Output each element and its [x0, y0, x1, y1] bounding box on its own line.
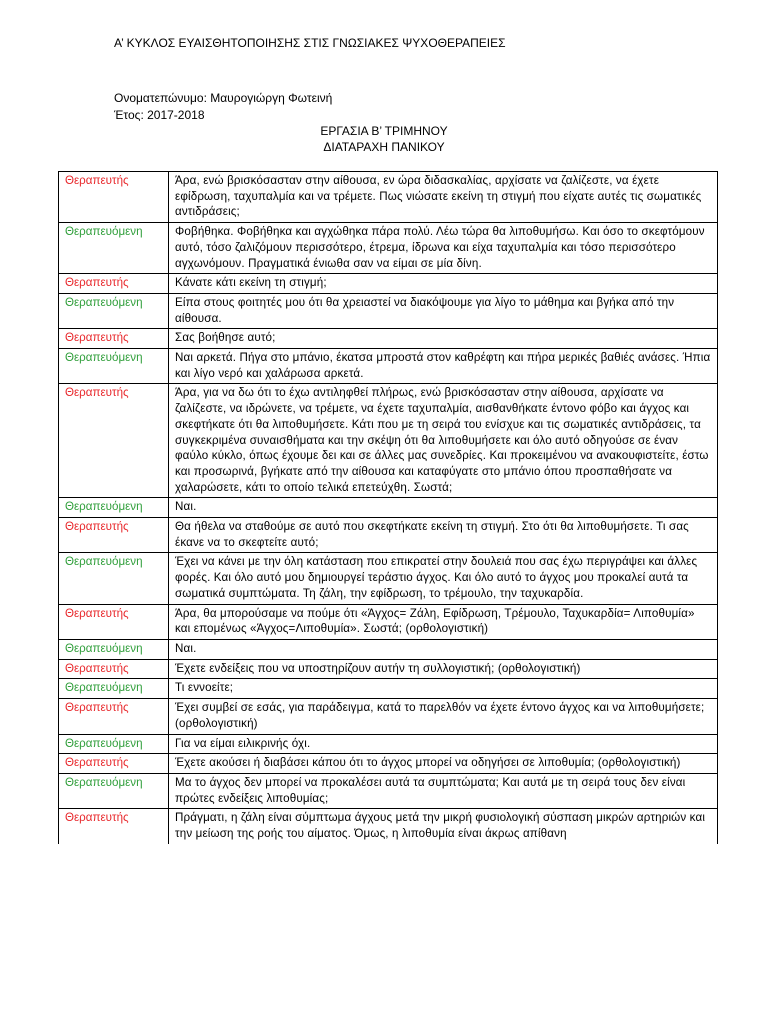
speaker-client: Θεραπευόμενη: [59, 223, 169, 274]
speaker-client: Θεραπευόμενη: [59, 293, 169, 328]
utterance-text: Είπα στους φοιτητές μου ότι θα χρειαστεί να διακόψουμε για λίγο το μάθημα και βγήκα από την αίθουσα.: [169, 293, 718, 328]
speaker-client: Θεραπευόμενη: [59, 349, 169, 384]
dialogue-row: [59, 172, 718, 223]
dialogue-row: [59, 809, 718, 844]
utterance-text: Κάνατε κάτι εκείνη τη στιγμή;: [169, 274, 718, 294]
speaker-client: Θεραπευόμενη: [59, 679, 169, 699]
dialogue-row: [59, 699, 718, 734]
dialogue-row: [59, 773, 718, 808]
assignment-title: ΕΡΓΑΣΙΑ Β’ ΤΡΙΜΗΝΟΥ: [320, 124, 448, 138]
utterance-text: Άρα, θα μπορούσαμε να πούμε ότι «Άγχος= Ζάλη, Εφίδρωση, Τρέμουλο, Ταχυκαρδία= Λιποθυμία» και επομένως «Άγχος=Λιποθυμία». Σωστά; (ορθολογιστική): [169, 604, 718, 639]
dialogue-row: [59, 639, 718, 659]
utterance-text: Πράγματι, η ζάλη είναι σύμπτωμα άγχους μετά την μικρή φυσιολογική σύσπαση μικρών αρτηριών και την μείωση της ροής του αίματος. Όμως, η λιποθυμία είναι άκρως απίθανη: [169, 809, 718, 844]
speaker-client: Θεραπευόμενη: [59, 498, 169, 518]
dialogue-row: [59, 293, 718, 328]
speaker-therapist: Θεραπευτής: [59, 809, 169, 844]
speaker-therapist: Θεραπευτής: [59, 754, 169, 774]
utterance-text: Έχετε ενδείξεις που να υποστηρίζουν αυτήν τη συλλογιστική; (ορθολογιστική): [169, 659, 718, 679]
utterance-text: Ναι.: [169, 498, 718, 518]
course-title: Α’ ΚΥΚΛΟΣ ΕΥΑΙΣΘΗΤΟΠΟΙΗΣΗΣ ΣΤΙΣ ΓΝΩΣΙΑΚΕΣ ΨΥΧΟΘΕΡΑΠΕΙΕΣ: [114, 36, 506, 50]
dialogue-row: [59, 518, 718, 553]
speaker-therapist: Θεραπευτής: [59, 659, 169, 679]
speaker-therapist: Θεραπευτής: [59, 172, 169, 223]
speaker-client: Θεραπευόμενη: [59, 553, 169, 604]
utterance-text: Έχει να κάνει με την όλη κατάσταση που επικρατεί στην δουλειά που σας έχω περιγράψει και άλλες φορές. Και όλο αυτό μου δημιουργεί τεράστιο άγχος. Και όλο αυτό το άγχος μου προκαλεί αυτά τα σωματικά συμπτώματα. Τη ζάλη, την εφίδρωση, το τρέμουλο, την ταχυκαρδία.: [169, 553, 718, 604]
utterance-text: Θα ήθελα να σταθούμε σε αυτό που σκεφτήκατε εκείνη τη στιγμή. Στο ότι θα λιποθυμήσετε. Τι σας έκανε να το σκεφτείτε αυτό;: [169, 518, 718, 553]
dialogue-row: [59, 223, 718, 274]
utterance-text: Μα το άγχος δεν μπορεί να προκαλέσει αυτά τα συμπτώματα; Και αυτά με τη σειρά τους δεν είναι πρώτες ενδείξεις λιποθυμίας;: [169, 773, 718, 808]
speaker-client: Θεραπευόμενη: [59, 734, 169, 754]
speaker-therapist: Θεραπευτής: [59, 604, 169, 639]
utterance-text: Για να είμαι ειλικρινής όχι.: [169, 734, 718, 754]
dialogue-row: [59, 274, 718, 294]
year-line: Έτος: 2017-2018: [114, 108, 205, 122]
utterance-text: Έχει συμβεί σε εσάς, για παράδειγμα, κατά το παρελθόν να έχετε έντονο άγχος και να λιποθυμήσετε; (ορθολογιστική): [169, 699, 718, 734]
speaker-therapist: Θεραπευτής: [59, 329, 169, 349]
dialogue-row: [59, 679, 718, 699]
speaker-client: Θεραπευόμενη: [59, 639, 169, 659]
speaker-therapist: Θεραπευτής: [59, 274, 169, 294]
dialogue-row: [59, 384, 718, 498]
dialogue-table: [58, 171, 718, 844]
utterance-text: Τι εννοείτε;: [169, 679, 718, 699]
dialogue-row: [59, 349, 718, 384]
speaker-client: Θεραπευόμενη: [59, 773, 169, 808]
topic-title: ΔΙΑΤΑΡΑΧΗ ΠΑΝΙΚΟΥ: [323, 140, 445, 154]
dialogue-row: [59, 498, 718, 518]
speaker-therapist: Θεραπευτής: [59, 699, 169, 734]
utterance-text: Ναι.: [169, 639, 718, 659]
name-line: Ονοματεπώνυμο: Μαυρογιώργη Φωτεινή: [114, 91, 333, 105]
utterance-text: Σας βοήθησε αυτό;: [169, 329, 718, 349]
dialogue-row: [59, 734, 718, 754]
utterance-text: Ναι αρκετά. Πήγα στο μπάνιο, έκατσα μπροστά στον καθρέφτη και πήρα μερικές βαθιές ανάσες. Ήπια και λίγο νερό και χαλάρωσα αρκετά.: [169, 349, 718, 384]
dialogue-row: [59, 553, 718, 604]
dialogue-row: [59, 329, 718, 349]
dialogue-row: [59, 754, 718, 774]
speaker-therapist: Θεραπευτής: [59, 384, 169, 498]
utterance-text: Άρα, ενώ βρισκόσασταν στην αίθουσα, εν ώρα διδασκαλίας, αρχίσατε να ζαλίζεστε, να έχετε εφίδρωση, ταχυπαλμία και να τρέμετε. Πως νιώσατε εκείνη τη στιγμή που είχατε αυτές τις σωματικές αντιδράσεις;: [169, 172, 718, 223]
utterance-text: Άρα, για να δω ότι το έχω αντιληφθεί πλήρως, ενώ βρισκόσασταν στην αίθουσα, αρχίσατε να ζαλίζεστε, να ιδρώνετε, να τρέμετε, να έχετε ταχυπαλμία, αισθανθήκατε έντονο φόβο και άγχος και σκεφτήκατε ότι θα λιποθυμήσετε. Κάτι που με τη σειρά του ενίσχυε και τις σωματικές αντιδράσεις, τα συγκεκριμένα συναισθήματα και την σκέψη ότι θα λιποθυμήσετε και όλο αυτό οδηγούσε σε έναν φαύλο κύκλο, όπως έχουμε δει και σε άλλες μας συνεδρίες. Και προκειμένου να ανακουφιστείτε, έστω και προσωρινά, βγήκατε από την αίθουσα και καταφύγατε στο μπάνιο όπου προσπαθήσατε να χαλαρώσετε, κάτι το οποίο τελικά επετεύχθη. Σωστά;: [169, 384, 718, 498]
utterance-text: Φοβήθηκα. Φοβήθηκα και αγχώθηκα πάρα πολύ. Λέω τώρα θα λιποθυμήσω. Και όσο το σκεφτόμουν αυτό, τόσο ζαλιζόμουν περισσότερο, έτρεμα, ίδρωνα και είχα ταχυπαλμία και τόσο περισσότερο αγχωνόμουν. Πραγματικά ένιωθα σαν να είμαι σε μία δίνη.: [169, 223, 718, 274]
speaker-therapist: Θεραπευτής: [59, 518, 169, 553]
dialogue-row: [59, 659, 718, 679]
utterance-text: Έχετε ακούσει ή διαβάσει κάπου ότι το άγχος μπορεί να οδηγήσει σε λιποθυμία; (ορθολογιστική): [169, 754, 718, 774]
dialogue-row: [59, 604, 718, 639]
